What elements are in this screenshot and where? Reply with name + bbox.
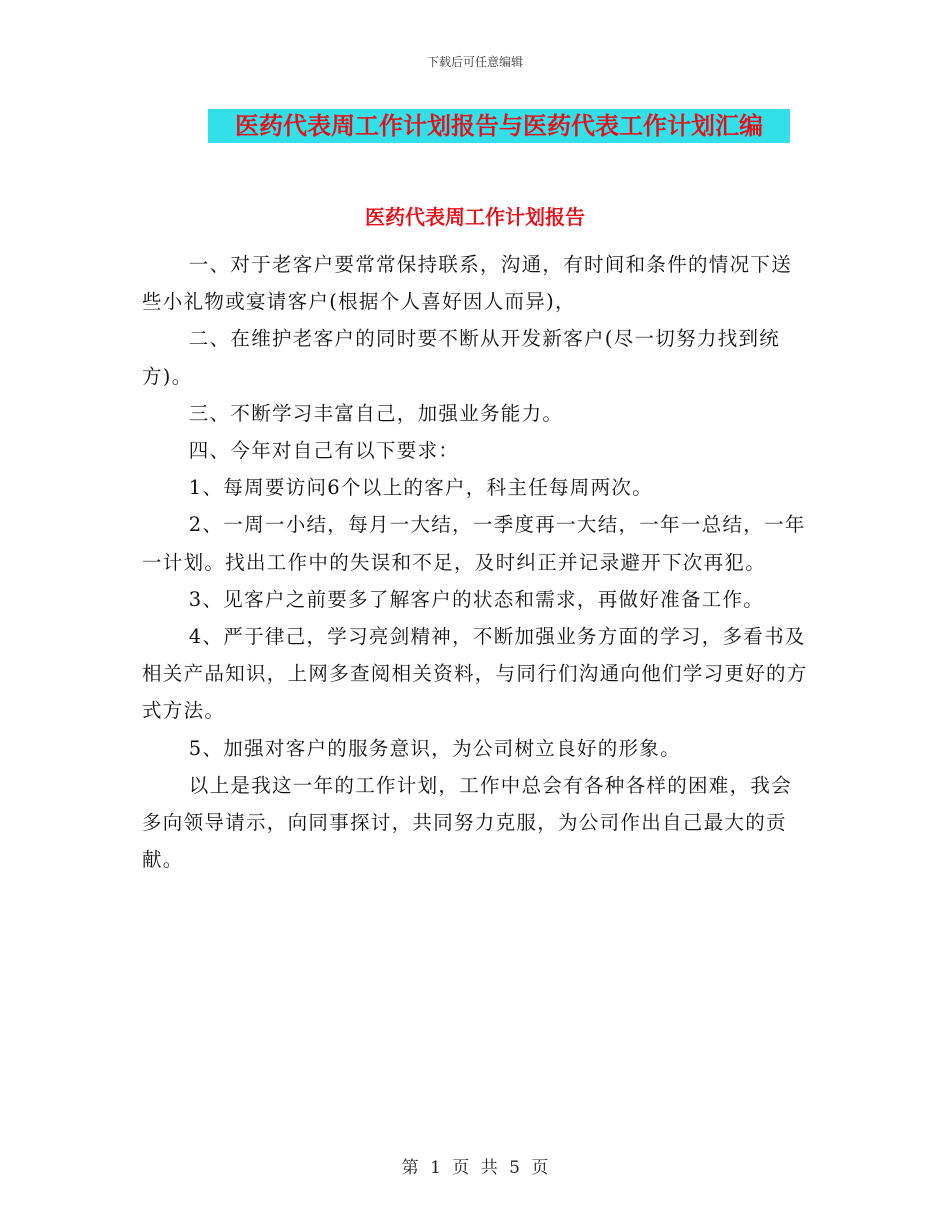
page-footer: 第 1 页 共 5 页 xyxy=(401,1158,549,1178)
paragraph-6: 2、一周一小结，每月一大结，一季度再一大结，一年一总结，一年一计划。找出工作中的失误和不足，及时纠正并记录避开下次再犯。 xyxy=(142,513,806,574)
paragraph-9: 5、加强对客户的服务意识，为公司树立良好的形象。 xyxy=(188,736,681,760)
paragraph-4: 四、今年对自己有以下要求： xyxy=(188,439,460,463)
header-note: 下载后可任意编辑 xyxy=(426,55,523,69)
sub-title: 医药代表周工作计划报告 xyxy=(365,205,585,229)
paragraph-3: 三、不断学习丰富自己，加强业务能力。 xyxy=(188,401,564,425)
paragraph-8: 4、严于律己，学习亮剑精神，不断加强业务方面的学习，多看书及相关产品知识，上网多查阅相关资料，与同行们沟通向他们学习更好的方式方法。 xyxy=(142,625,808,723)
paragraph-2: 二、在维护老客户的同时要不断从开发新客户(尽一切努力找到统方)。 xyxy=(142,327,781,388)
main-title: 医药代表周工作计划报告与医药代表工作计划汇编 xyxy=(208,109,790,143)
paragraph-10: 以上是我这一年的工作计划，工作中总会有各种各样的困难，我会多向领导请示，向同事探讨，共同努力克服，为公司作出自己最大的贡献。 xyxy=(142,773,792,872)
document-body xyxy=(142,246,810,878)
paragraph-1: 一、对于老客户要常常保持联系，沟通，有时间和条件的情况下送些小礼物或宴请客户(根据个人喜好因人而异)， xyxy=(142,253,792,314)
paragraph-5: 1、每周要访问6个以上的客户，科主任每周两次。 xyxy=(188,476,654,500)
paragraph-7: 3、见客户之前要多了解客户的状态和需求，再做好准备工作。 xyxy=(188,587,765,611)
